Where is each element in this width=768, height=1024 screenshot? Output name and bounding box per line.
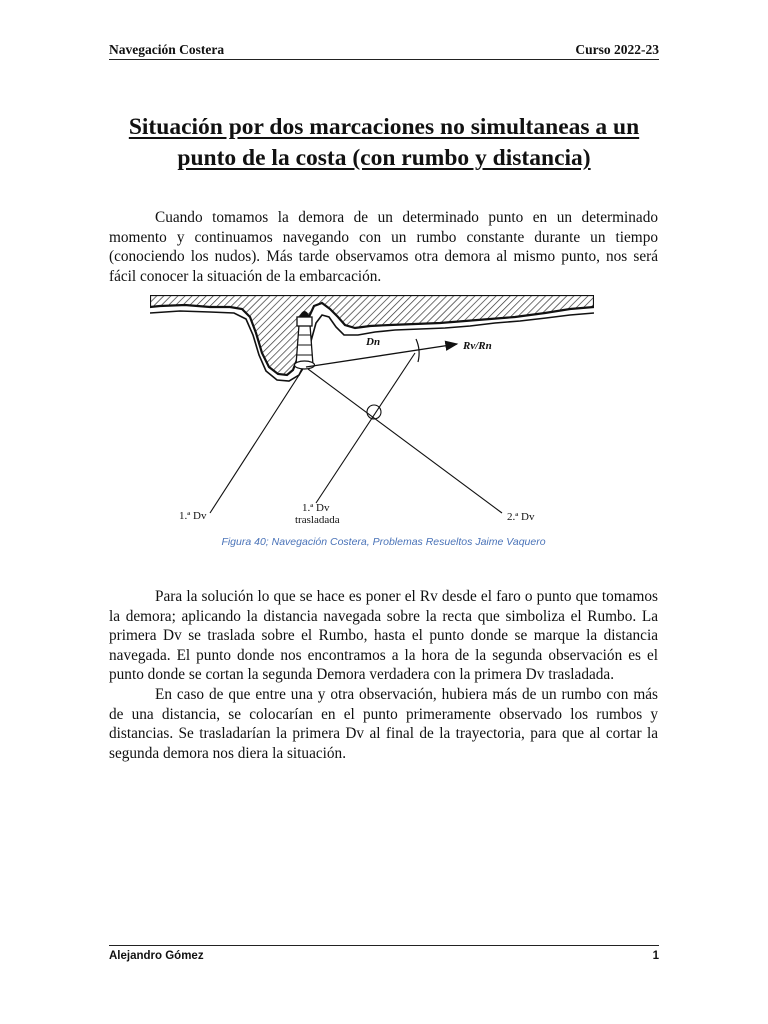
transferred-bearing-line: [316, 353, 415, 503]
coastline-land: [150, 295, 594, 375]
position-fix-marker: [367, 405, 381, 419]
first-bearing-line: [210, 369, 303, 513]
course-line: [306, 344, 457, 367]
label-dn: Dn: [366, 336, 381, 348]
multiple-courses-paragraph: En caso de que entre una y otra observación, hubiera más de un rumbo con más de una distancia, se colocarían en el punto primeramente observado los rumbos y distancias. Se trasladarían la primera Dv al final de la trayectoria, para que al cortar la segunda demora nos diera la situación.: [109, 686, 658, 762]
second-bearing-line: [308, 369, 502, 513]
label-first-dv-moved: 1.ª Dv: [302, 502, 330, 514]
page-footer: [109, 950, 659, 968]
label-rumbo: Rv/Rn: [463, 340, 492, 352]
page-number: 1: [652, 950, 659, 962]
label-first-dv: 1.ª Dv: [179, 510, 207, 522]
lighthouse-icon: [295, 311, 315, 369]
footer-divider: [109, 945, 659, 946]
navigation-figure: [150, 295, 594, 532]
header-course: Curso 2022-23: [575, 42, 659, 57]
intro-paragraph: Cuando tomamos la demora de un determinado punto en un determinado momento y continuamos navegando con un rumbo constante durante un tiempo (conociendo los nudos). Más tarde observamos otra demora al mismo punto, nos será fácil conocer la situación de la embarcación.: [109, 209, 658, 285]
footer-author: Alejandro Gómez: [109, 950, 204, 962]
label-second-dv: 2.ª Dv: [507, 511, 535, 523]
bearing-diagram: [150, 295, 594, 532]
figure-caption: Figura 40; Navegación Costera, Problemas Resueltos Jaime Vaquero: [221, 536, 546, 548]
header-subject: Navegación Costera: [109, 42, 225, 57]
label-moved: trasladada: [295, 514, 340, 526]
header-divider: [109, 59, 659, 60]
solution-paragraph: Para la solución lo que se hace es poner el Rv desde el faro o punto que tomamos la demora; aplicando la distancia navegada sobre la recta que simboliza el Rumbo. La primera Dv se traslada sobre el Rumbo, hasta el punto donde se marque la distancia navegada. El punto donde nos encontramos a la hora de la segunda observación es el punto donde se cortan la segunda Demora verdadera con la primera Dv trasladada.: [109, 588, 658, 684]
page-title: Situación por dos marcaciones no simultaneas a un punto de la costa (con rumbo y distancia): [128, 114, 640, 171]
